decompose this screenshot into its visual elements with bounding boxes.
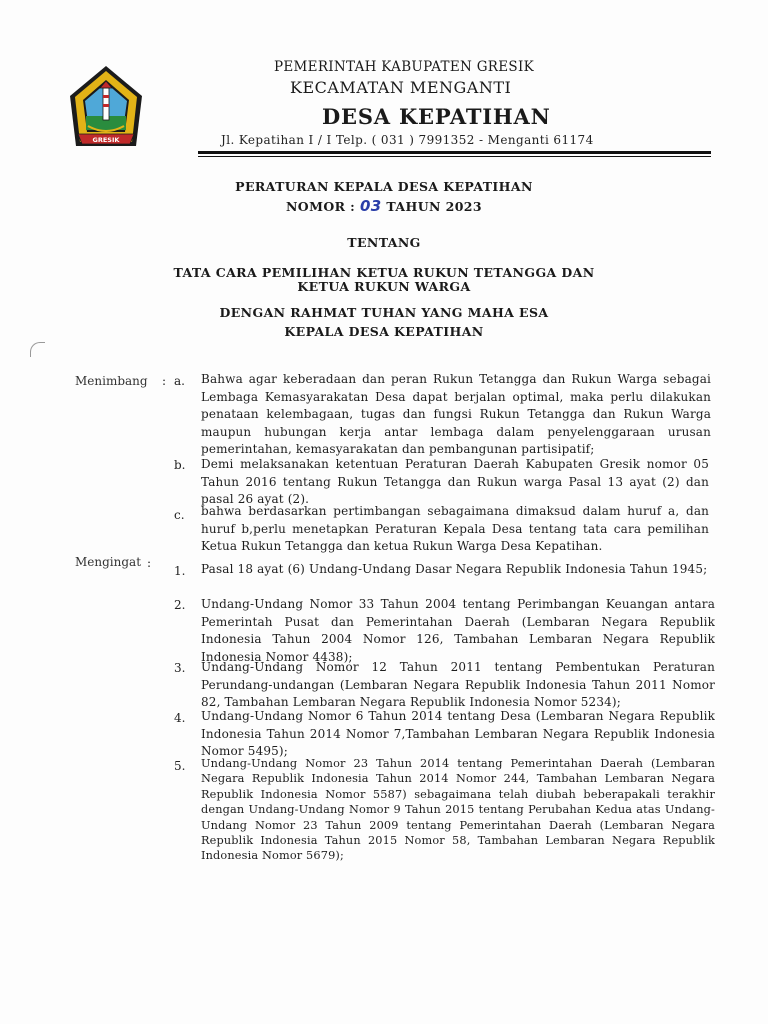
item-marker: 1. bbox=[174, 564, 186, 578]
item-marker: 3. bbox=[174, 661, 186, 675]
considering-item-text: Demi melaksanakan ketentuan Peraturan Daerah Kabupaten Gresik nomor 05 Tahun 2016 tentang Rukun Tetangga dan Rukun warga Pasal 13 ayat (2) dan pasal 26 ayat (2). bbox=[201, 457, 709, 506]
item-marker: c. bbox=[174, 508, 185, 522]
district-heading: KECAMATAN MENGANTI bbox=[290, 78, 512, 97]
item-marker: 5. bbox=[174, 759, 186, 773]
item-marker: b. bbox=[174, 458, 186, 472]
recalling-colon: : bbox=[147, 556, 152, 570]
regency-emblem-logo bbox=[66, 64, 146, 156]
recalling-item-text: Undang-Undang Nomor 6 Tahun 2014 tentang Desa (Lembaran Negara Republik Indonesia Tahun 2014 Nomor 7,Tambahan Lembaran Negara Republik Indonesia Nomor 5495); bbox=[201, 709, 715, 758]
considering-item-text: bahwa berdasarkan pertimbangan sebagaimana dimaksud dalam huruf a, dan huruf b,perlu menetapkan Peraturan Kepala Desa tentang tata cara pemilihan Ketua Rukun Tetangga dan ketua Rukun Warga Desa Kepatihan. bbox=[201, 504, 709, 553]
letterhead-divider-thin bbox=[198, 156, 711, 157]
recalling-item-text: Undang-Undang Nomor 33 Tahun 2004 tentang Perimbangan Keuangan antara Pemerintah Pusat dan Pemerintahan Daerah (Lembaran Negara Republik Indonesia Tahun 2004 Nomor 126, Tambahan Lembaran Negara Republik Indonesia Nomor 4438); bbox=[201, 597, 715, 664]
number-suffix: TAHUN 2023 bbox=[386, 199, 483, 214]
subject-line-2: KETUA RUKUN WARGA bbox=[297, 279, 471, 294]
considering-colon: : bbox=[162, 374, 167, 388]
handwritten-number: 03 bbox=[359, 197, 382, 215]
scan-pen-mark bbox=[30, 342, 45, 357]
issuer-line: KEPALA DESA KEPATIHAN bbox=[284, 324, 484, 339]
recalling-label: Mengingat bbox=[75, 555, 142, 569]
considering-label: Menimbang bbox=[75, 374, 148, 388]
office-address: Jl. Kepatihan I / I Telp. ( 031 ) 7991352 - Menganti 61174 bbox=[221, 133, 594, 147]
regulation-title: PERATURAN KEPALA DESA KEPATIHAN bbox=[235, 179, 533, 194]
item-marker: a. bbox=[174, 374, 185, 388]
village-heading: DESA KEPATIHAN bbox=[322, 104, 551, 129]
number-prefix: NOMOR : bbox=[285, 199, 356, 214]
recalling-item-text: Pasal 18 ayat (6) Undang-Undang Dasar Negara Republik Indonesia Tahun 1945; bbox=[201, 562, 708, 576]
item-marker: 2. bbox=[174, 598, 186, 612]
logo-lettering: GRESIK bbox=[92, 136, 120, 144]
considering-item-text: Bahwa agar keberadaan dan peran Rukun Tetangga dan Rukun Warga sebagai Lembaga Kemasyarakatan Desa dapat berjalan optimal, maka perlu dilakukan penataan kelembagaan, tugas dan fungsi Rukun Tetangga dan Rukun Warga maupun hubungan kerja antar lembaga dalam penyelenggaraan urusan pemerintahan, kemasyarakatan dan pembangunan partisipatif; bbox=[201, 372, 711, 456]
item-marker: 4. bbox=[174, 711, 186, 725]
subject-line-1: TATA CARA PEMILIHAN KETUA RUKUN TETANGGA DAN bbox=[173, 265, 595, 280]
about-heading: TENTANG bbox=[347, 235, 421, 250]
recalling-item-text: Undang-Undang Nomor 23 Tahun 2014 tentang Pemerintahan Daerah (Lembaran Negara Republik Indonesia Tahun 2014 Nomor 244, Tambahan Lembaran Negara Republik Indonesia Nomor 5587) sebagaimana telah diubah beberapakali terakhir dengan Undang-Undang Nomor 9 Tahun 2015 tentang Perubahan Kedua atas Undang-Undang Nomor 23 Tahun 2009 tentang Pemerintahan Daerah (Lembaran Negara Republik Indonesia Tahun 2015 Nomor 58, Tambahan Lembaran Negara Republik Indonesia Nomor 5679); bbox=[201, 757, 715, 863]
regulation-number bbox=[0, 197, 768, 215]
letterhead-divider-thick bbox=[198, 151, 711, 154]
blessing-line: DENGAN RAHMAT TUHAN YANG MAHA ESA bbox=[219, 305, 549, 320]
recalling-item-text: Undang-Undang Nomor 12 Tahun 2011 tentang Pembentukan Peraturan Perundang-undangan (Lembaran Negara Republik Indonesia Tahun 2011 Nomor 82, Tambahan Lembaran Negara Republik Indonesia Nomor 5234); bbox=[201, 660, 715, 709]
government-heading: PEMERINTAH KABUPATEN GRESIK bbox=[274, 59, 534, 75]
